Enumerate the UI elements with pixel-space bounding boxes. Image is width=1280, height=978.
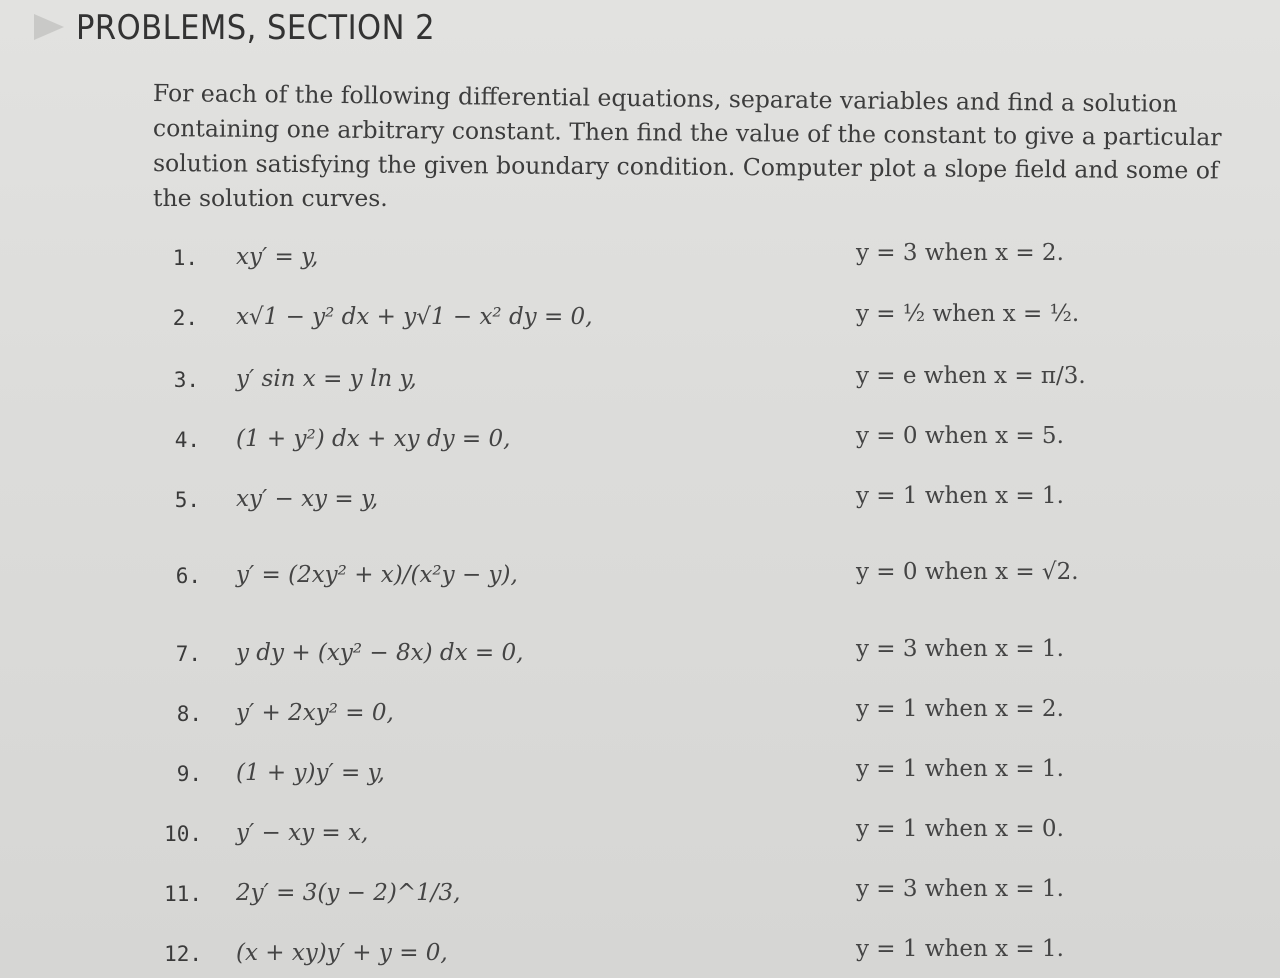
problem-number: 6.	[175, 564, 201, 588]
boundary-condition: y = 3 when x = 1.	[856, 876, 1064, 902]
problem-number: 10.	[164, 822, 202, 846]
problem-number: 7.	[175, 642, 201, 666]
problem-item	[0, 240, 1280, 304]
boundary-condition: y = 3 when x = 1.	[856, 636, 1064, 662]
section-title: PROBLEMS, SECTION 2	[76, 8, 436, 48]
section-arrow-icon	[34, 14, 64, 40]
problem-item	[0, 876, 1280, 940]
problem-equation: y′ = (2xy² + x)/(x²y − y),	[236, 562, 518, 588]
problem-equation: y′ − xy = x,	[236, 820, 369, 846]
boundary-condition: y = 0 when x = 5.	[856, 423, 1064, 449]
problem-number: 1.	[172, 246, 198, 270]
boundary-condition: y = 1 when x = 1.	[856, 756, 1064, 782]
instructions-line: For each of the following differential equations, separate variables and find a solution	[152, 79, 1178, 118]
boundary-condition: y = 0 when x = √2.	[856, 559, 1079, 585]
problem-item	[0, 483, 1280, 546]
instructions-line: solution satisfying the given boundary condition. Computer plot a slope field and some of	[152, 149, 1219, 185]
problem-equation: y′ + 2xy² = 0,	[236, 700, 394, 726]
problem-number: 12.	[164, 942, 202, 966]
boundary-condition: y = 1 when x = 1.	[856, 936, 1064, 962]
problem-item	[0, 696, 1280, 760]
problem-equation: xy′ = y,	[236, 244, 319, 270]
problem-equation: xy′ − xy = y,	[236, 486, 379, 512]
problem-item	[0, 301, 1280, 364]
boundary-condition: y = e when x = π/3.	[856, 363, 1086, 389]
problem-item	[0, 756, 1280, 820]
problem-number: 2.	[172, 306, 198, 330]
boundary-condition: y = ½ when x = ½.	[856, 301, 1080, 327]
problem-item	[0, 936, 1280, 978]
instructions-line: containing one arbitrary constant. Then find the value of the constant to give a particular	[152, 114, 1222, 152]
instructions-line: the solution curves.	[153, 184, 388, 212]
problem-equation: (x + xy)y′ + y = 0,	[236, 940, 448, 966]
problem-equation: y dy + (xy² − 8x) dx = 0,	[236, 640, 524, 666]
problem-equation: (1 + y²) dx + xy dy = 0,	[236, 426, 511, 452]
instructions-paragraph	[153, 76, 1263, 216]
problem-item	[0, 559, 1280, 622]
problem-item	[0, 423, 1280, 486]
problem-item	[0, 363, 1280, 426]
problem-number: 3.	[173, 368, 199, 392]
problem-equation: y′ sin x = y ln y,	[236, 366, 417, 392]
problem-number: 9.	[176, 762, 202, 786]
problem-equation: x√1 − y² dx + y√1 − x² dy = 0,	[236, 304, 593, 330]
boundary-condition: y = 3 when x = 2.	[856, 240, 1064, 266]
problem-equation: (1 + y)y′ = y,	[236, 760, 385, 786]
problem-number: 4.	[174, 428, 200, 452]
boundary-condition: y = 1 when x = 1.	[856, 483, 1064, 509]
problem-item	[0, 636, 1280, 700]
problem-number: 11.	[164, 882, 202, 906]
problem-number: 5.	[174, 488, 200, 512]
boundary-condition: y = 1 when x = 0.	[856, 816, 1064, 842]
boundary-condition: y = 1 when x = 2.	[856, 696, 1064, 722]
problem-item	[0, 816, 1280, 880]
problem-equation: 2y′ = 3(y − 2)^1/3,	[236, 880, 461, 906]
problem-number: 8.	[176, 702, 202, 726]
